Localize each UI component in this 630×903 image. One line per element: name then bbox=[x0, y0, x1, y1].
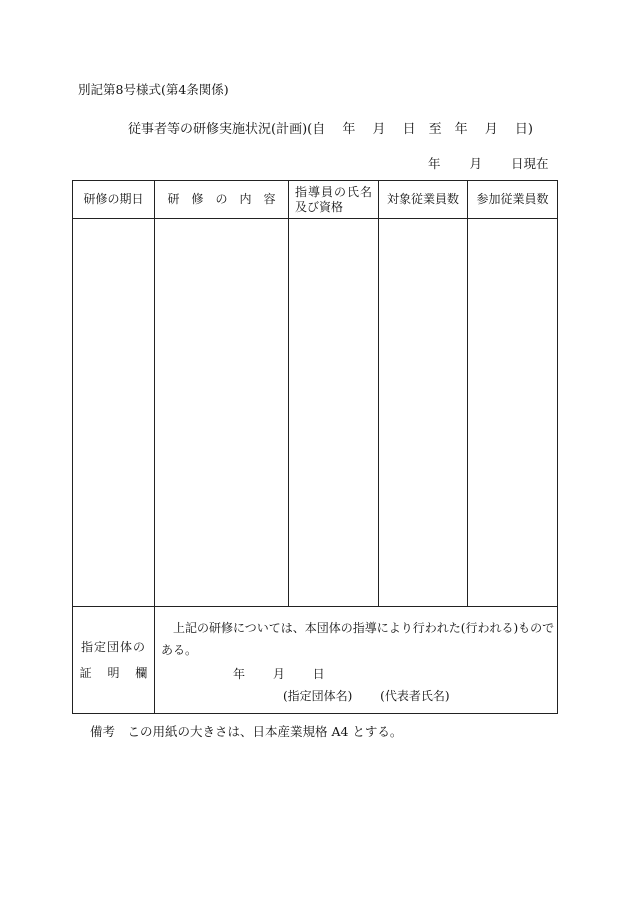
cell-target-employees[interactable] bbox=[379, 219, 468, 607]
training-table bbox=[72, 180, 558, 714]
table-row bbox=[73, 219, 558, 607]
header-training-content: 研 修 の 内 容 bbox=[155, 181, 289, 219]
header-instructor-line2: 及び資格 bbox=[295, 199, 344, 214]
header-participating-employees: 参加従業員数 bbox=[468, 181, 558, 219]
header-target-employees: 対象従業員数 bbox=[379, 181, 468, 219]
cell-training-date[interactable] bbox=[73, 219, 155, 607]
certification-signature-line: (指定団体名) (代表者氏名) bbox=[283, 689, 450, 703]
header-instructor-line1: 指導員の氏名 bbox=[295, 184, 374, 199]
certification-row bbox=[73, 607, 558, 714]
header-training-date: 研修の期日 bbox=[73, 181, 155, 219]
header-instructor bbox=[289, 181, 379, 219]
cell-training-content[interactable] bbox=[155, 219, 289, 607]
document-title: 従事者等の研修実施状況(計画)(自 年 月 日 至 年 月 日) bbox=[128, 122, 533, 137]
certification-label bbox=[73, 607, 155, 714]
certification-label-line2: 証 明 欄 bbox=[79, 666, 148, 680]
table-header-row bbox=[73, 181, 558, 219]
certification-content bbox=[155, 607, 558, 714]
certification-date: 年 月 日 bbox=[233, 667, 325, 681]
as-of-date: 年 月 日現在 bbox=[428, 156, 549, 171]
footer-note: 備考 この用紙の大きさは、日本産業規格 A4 とする。 bbox=[90, 724, 403, 739]
cell-participating-employees[interactable] bbox=[468, 219, 558, 607]
certification-statement: 上記の研修については、本団体の指導により行われた(行われる)ものである。 bbox=[161, 621, 555, 657]
form-reference: 別記第8号様式(第4条関係) bbox=[78, 82, 229, 97]
certification-label-line1: 指定団体の bbox=[80, 640, 146, 654]
cell-instructor[interactable] bbox=[289, 219, 379, 607]
